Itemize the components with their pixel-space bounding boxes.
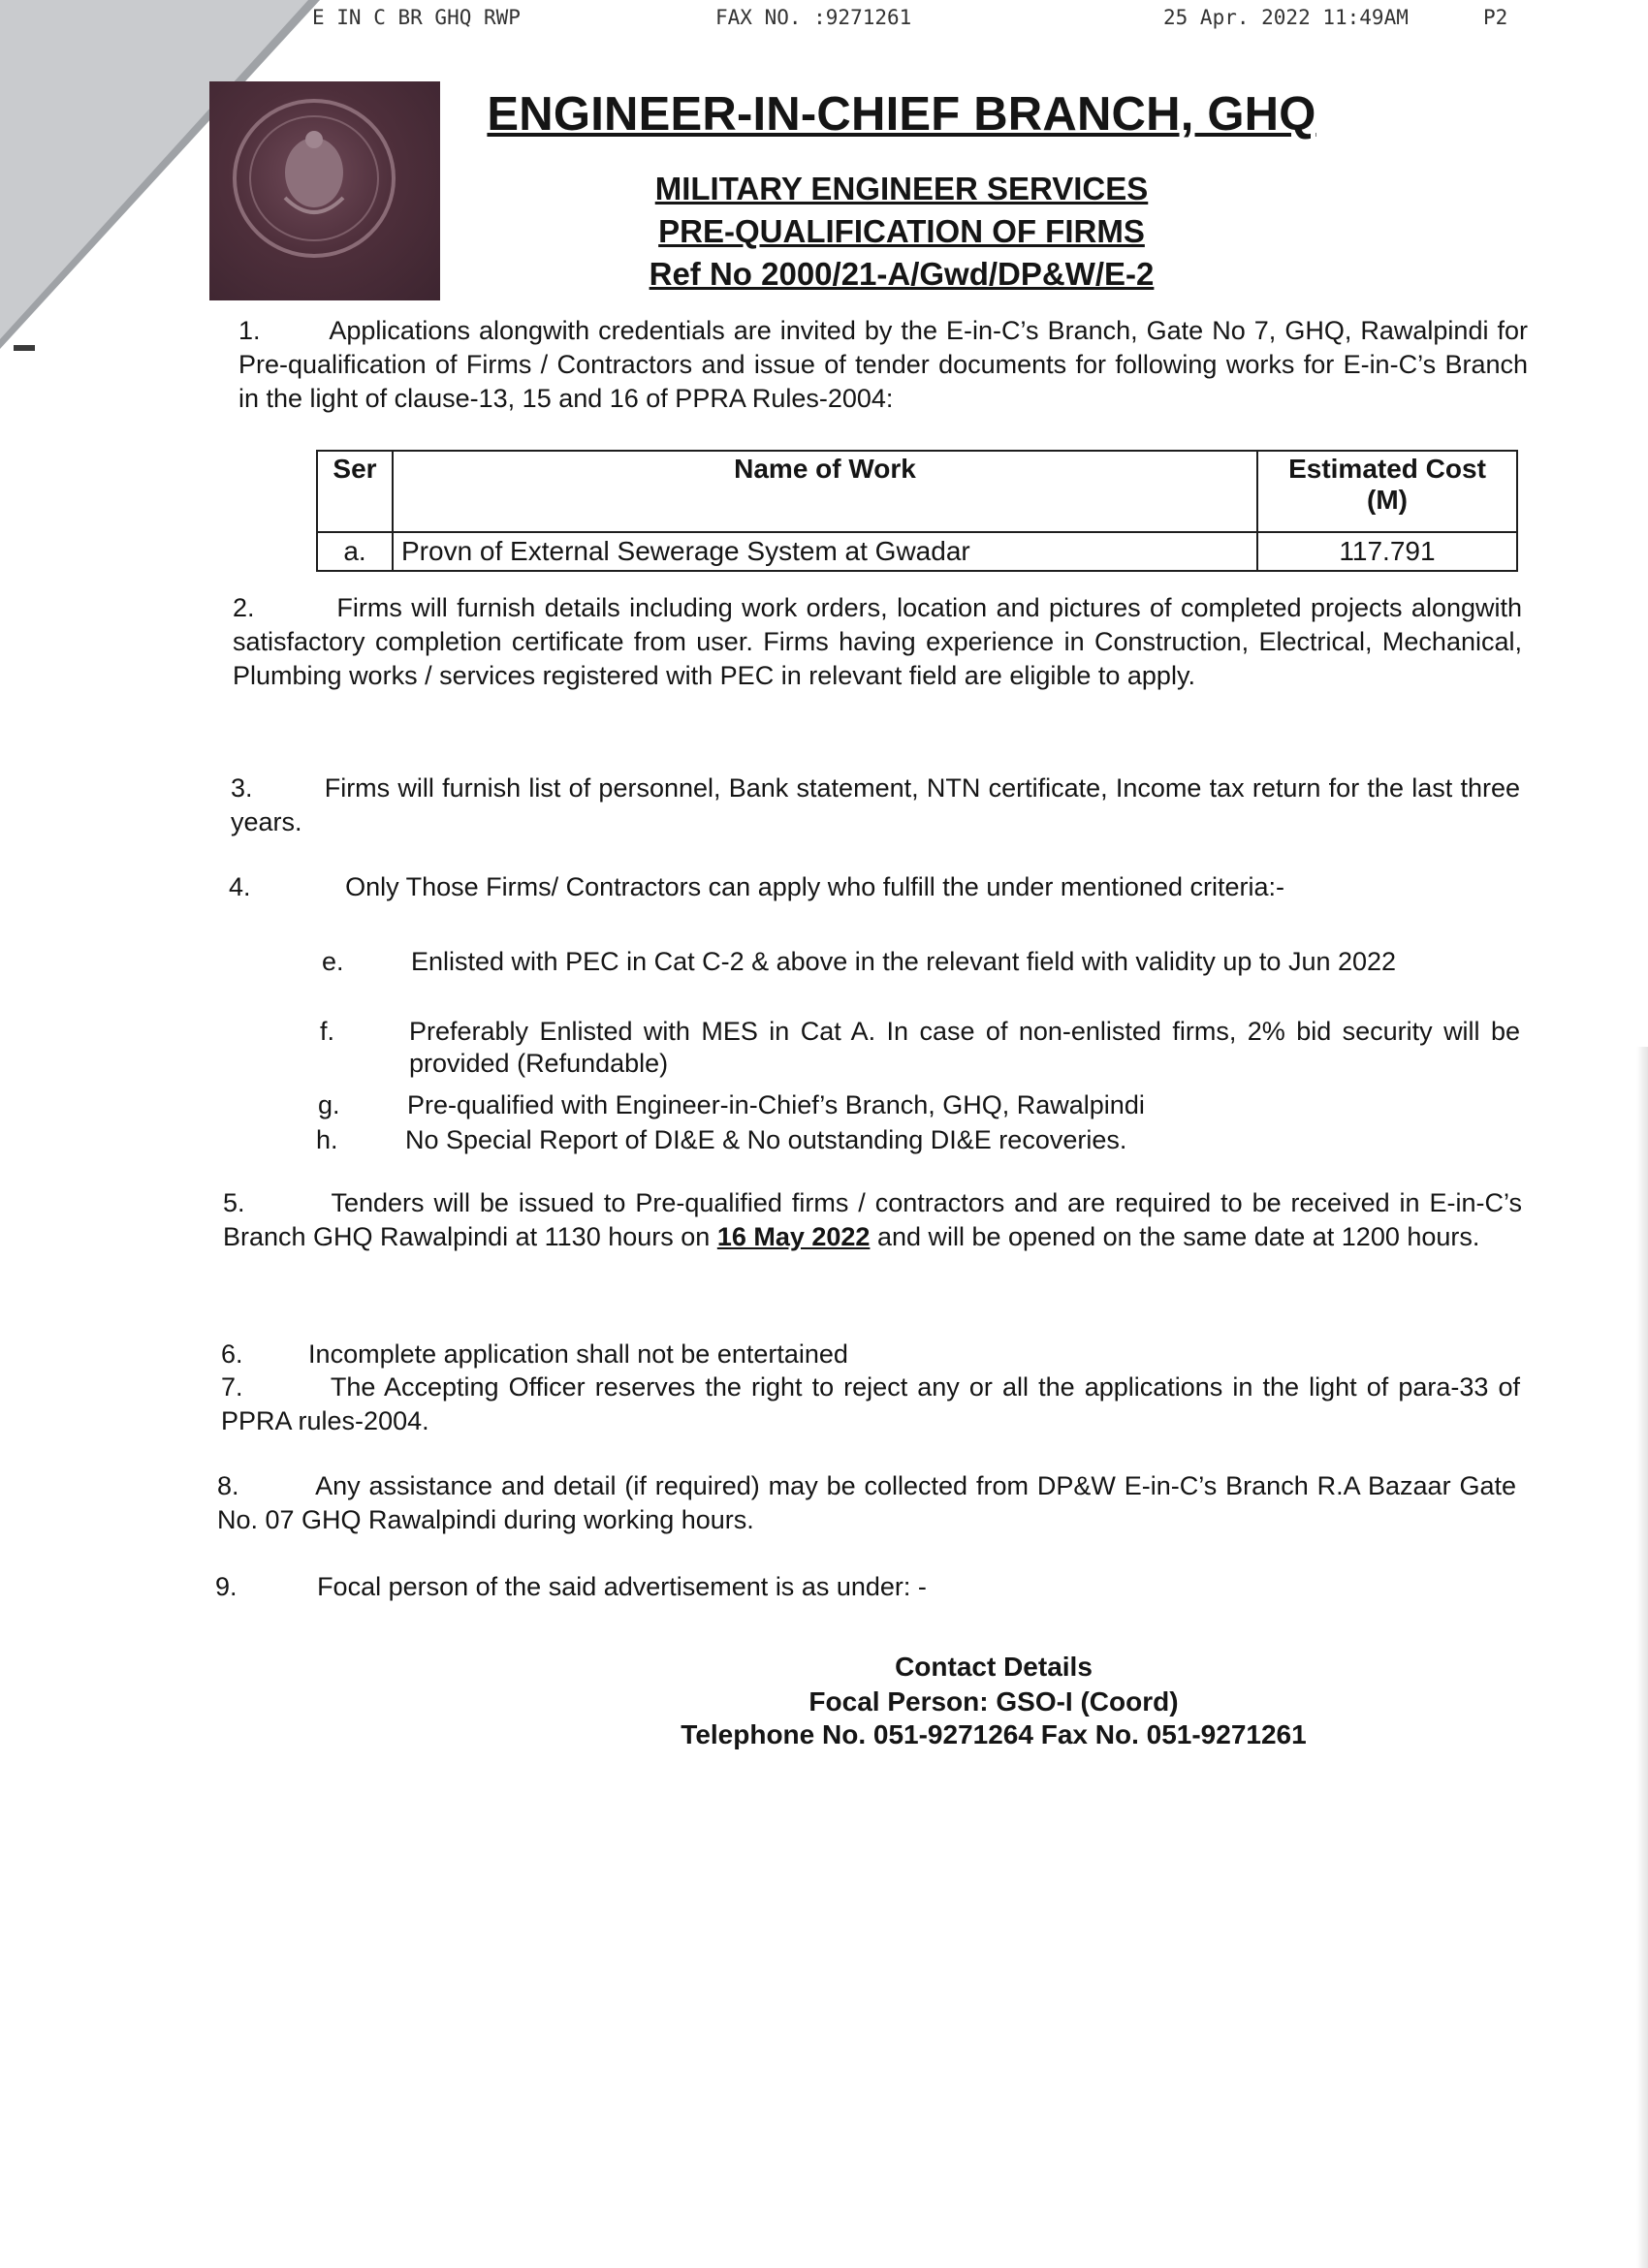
tender-date: 16 May 2022 [716, 1222, 871, 1251]
page-edge-shadow [1636, 1047, 1648, 2268]
paragraph-text: The Accepting Officer reserves the right to reject any or all the applications in the light of para-33 of PPRA rules-2004. [221, 1372, 1520, 1435]
criteria-letter: h. [316, 1125, 338, 1154]
header-name-of-work: Name of Work [393, 451, 1257, 532]
paragraph-number: 8. [217, 1471, 239, 1500]
fax-datetime: 25 Apr. 2022 11:49AM [1163, 6, 1409, 29]
table-row [317, 532, 1517, 571]
paragraph-text: Firms will furnish list of personnel, Bank statement, NTN certificate, Income tax return for the last three years. [231, 773, 1520, 836]
fax-sender: E IN C BR GHQ RWP [312, 6, 521, 29]
cell-estimated-cost: 117.791 [1257, 532, 1517, 571]
paragraph-number: 1. [238, 316, 261, 345]
paragraph-text: Incomplete application shall not be entertained [308, 1339, 848, 1369]
paragraph-text: Any assistance and detail (if required) may be collected from DP&W E-in-C’s Branch R.A Bazaar Gate No. 07 GHQ Rawalpindi during working hours. [217, 1471, 1516, 1534]
header-ser: Ser [317, 451, 393, 532]
paragraph-text: Tenders will be issued to Pre-qualified firms / contractors and are required to be received in E-in-C’s Branch GHQ Rawalpindi at 1130 hours on [223, 1188, 1522, 1251]
criteria-letter: e. [322, 947, 344, 976]
subtitle-prequalification: PRE-QUALIFICATION OF FIRMS [658, 213, 1145, 249]
paragraph-number: 5. [223, 1188, 245, 1217]
cell-ser: a. [317, 532, 393, 571]
contact-focal-person: Focal Person: GSO-I (Coord) [808, 1686, 1179, 1717]
paragraph-9 [215, 1570, 1514, 1604]
paragraph-2 [233, 591, 1522, 693]
works-table [316, 450, 1518, 572]
paragraph-number: 3. [231, 773, 253, 803]
paragraph-number: 2. [233, 593, 255, 622]
paragraph-1 [238, 314, 1528, 416]
criteria-text: Preferably Enlisted with MES in Cat A. In case of non-enlisted firms, 2% bid security will be provided (Refundable) [409, 1017, 1520, 1078]
subtitle-mes: MILITARY ENGINEER SERVICES [654, 171, 1149, 206]
paragraph-text: Focal person of the said advertisement is as under: - [317, 1572, 927, 1601]
paragraph-text: Firms will furnish details including work orders, location and pictures of completed projects alongwith satisfactory completion certificate from user. Firms having experience in Construction, Electrical, Mechanical, Plumbing works / services registered with PEC in relevant field are eligible to apply. [233, 593, 1523, 690]
criteria-text: Pre-qualified with Engineer-in-Chief’s Branch, GHQ, Rawalpindi [407, 1090, 1145, 1119]
subtitle-reference: Ref No 2000/21-A/Gwd/DP&W/E-2 [649, 256, 1155, 292]
paragraph-number: 7. [221, 1372, 243, 1402]
paragraph-number: 4. [229, 872, 251, 901]
criteria-item-h [316, 1124, 1516, 1156]
cell-name-of-work: Provn of External Sewerage System at Gwadar [393, 532, 1257, 571]
criteria-text: Enlisted with PEC in Cat C-2 & above in the relevant field with validity up to Jun 2022 [411, 947, 1397, 976]
paragraph-4 [229, 870, 1528, 904]
paragraph-text-after: and will be opened on the same date at 1200 hours. [876, 1222, 1480, 1251]
scan-mark [14, 345, 35, 351]
fax-header [0, 6, 1648, 39]
paragraph-text: Applications alongwith credentials are invited by the E-in-C’s Branch, Gate No 7, GHQ, Rawalpindi for Pre-qualification of Firms / Contractors and issue of tender documents for following works for E-in-C’s Branch in the light of clause-13, 15 and 16 of PPRA Rules-2004: [238, 316, 1529, 413]
paragraph-5 [223, 1186, 1522, 1254]
paragraph-6 [221, 1338, 1520, 1371]
criteria-letter: f. [320, 1017, 335, 1046]
criteria-letter: g. [318, 1090, 340, 1119]
emblem-icon [209, 81, 440, 300]
paragraph-text: Only Those Firms/ Contractors can apply who fulfill the under mentioned criteria:- [345, 872, 1284, 901]
page-title: ENGINEER-IN-CHIEF BRANCH, GHQ [487, 88, 1316, 141]
criteria-text: No Special Report of DI&E & No outstanding DI&E recoveries. [405, 1125, 1127, 1154]
paragraph-number: 6. [221, 1339, 243, 1369]
contact-heading: Contact Details [895, 1652, 1093, 1682]
table-header-row [317, 451, 1517, 532]
fax-page: P2 [1483, 6, 1508, 29]
header-estimated-cost: Estimated Cost (M) [1257, 451, 1517, 532]
contact-phone-fax: Telephone No. 051-9271264 Fax No. 051-9271261 [681, 1719, 1307, 1749]
criteria-item-f [320, 1016, 1520, 1080]
criteria-item-e [322, 946, 1522, 978]
paragraph-3 [231, 772, 1520, 839]
official-seal-image [209, 81, 440, 300]
criteria-item-g [318, 1089, 1518, 1121]
fax-number: FAX NO. :9271261 [715, 6, 912, 29]
paragraph-8 [217, 1469, 1516, 1537]
paragraph-7 [221, 1370, 1520, 1438]
paragraph-number: 9. [215, 1572, 238, 1601]
